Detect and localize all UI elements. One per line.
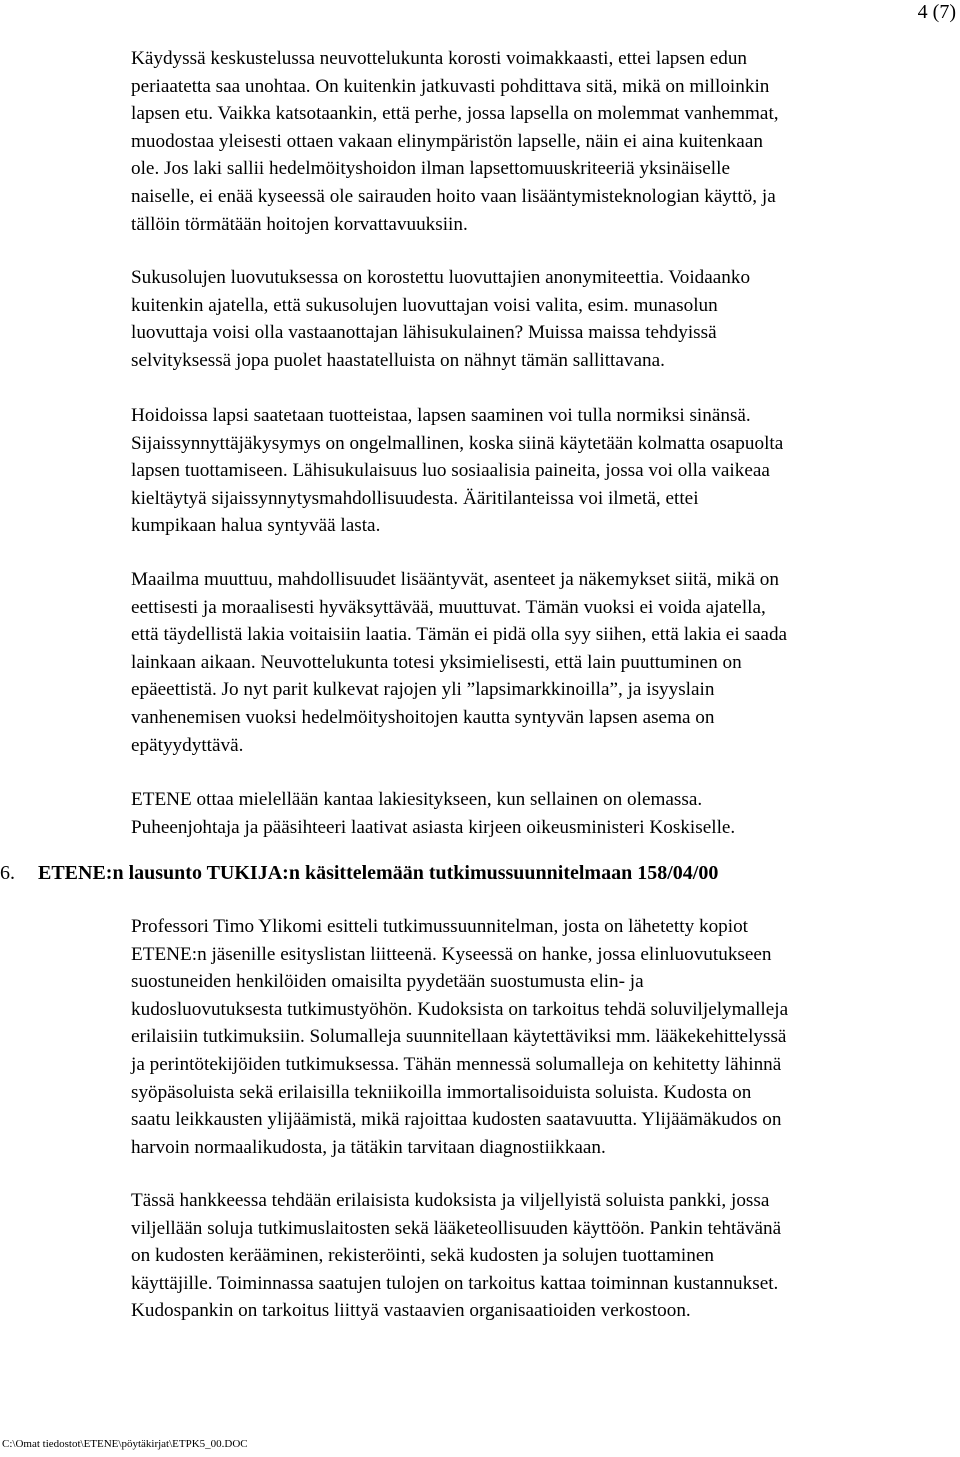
paragraph-research-plan: Professori Timo Ylikomi esitteli tutkimussuunnitelman, josta on lähetetty kopiot ETENE:n jäsenille esityslistan liitteenä. Kyseessä on hanke, jossa elinluovutukseen suostuneiden henkilöiden omaisilta pyydetään suostumusta elin- ja kudosluovutuksesta tutkimustyöhön. Kudoksista on tarkoitus tehdä soluviljelymalleja erilaisiin tutkimuksiin. Solumalleja suunnitellaan käytettäviksi mm. lääkekehittelyssä ja perintötekijöiden tutkimuksessa. Tähän mennessä solumalleja on kehitetty lähinnä syöpäsoluista sekä erilaisilla tekniikoilla immortalisoiduista soluista. Kudosta on saatu leikkausten ylijäämistä, mikä rajoittaa kudosten saatavuutta. Ylijäämäkudos on harvoin normaalikudosta, ja tätäkin tarvitaan diagnostiikkaan. <box>131 916 789 1158</box>
page-number: 4 (7) <box>917 1 956 23</box>
section-number: 6. <box>0 862 15 884</box>
paragraph-surrogacy: Hoidoissa lapsi saatetaan tuotteistaa, lapsen saaminen voi tulla normiksi sinänsä. Sijaissynnyttäjäkysymys on ongelmallinen, koska siinä käytetään kolmatta osapuolta lapsen tuottamiseen. Lähisukulaisuus luo sosiaalisia paineita, jossa voi olla vaikeaa kieltäytyä sijaissynnytysmahdollisuudesta. Ääritilanteissa voi ilmetä, ettei kumpikaan halua syntyvää lasta. <box>131 405 784 537</box>
paragraph-tissue-bank: Tässä hankkeessa tehdään erilaisista kudoksista ja viljellyistä soluista pankki, jossa viljellään soluja tutkimuslaitosten sekä lääketeollisuuden käyttöön. Pankin tehtävänä on kudosten kerääminen, rekisteröinti, sekä kudosten ja solujen tuottaminen käyttäjille. Toiminnassa saatujen tulojen on tarkoitus kattaa toiminnan kustannukset. Kudospankin on tarkoitus liittyä vastaavien organisaatioiden verkostoon. <box>131 1190 782 1322</box>
paragraph-donor-anonymity: Sukusolujen luovutuksessa on korostettu luovuttajien anonymiteettia. Voidaanko kuitenkin ajatella, että sukusolujen luovuttajan voisi valita, esim. munasolun luovuttaja voisi olla vastaanottajan lähisukulainen? Muissa maissa tehdyissä selvityksessä jopa puolet haastatelluista on nähnyt tämän sallittavana. <box>131 267 751 371</box>
paragraph-child-welfare: Käydyssä keskustelussa neuvottelukunta korosti voimakkaasti, ettei lapsen edun periaatetta saa unohtaa. On kuitenkin jatkuvasti pohdittava sitä, mikä on milloinkin lapsen etu. Vaikka katsotaankin, että perhe, jossa lapsella on molemmat vanhemmat, muodostaa yleisesti ottaen vakaan elinympäristön lapselle, näin ei aina kuitenkaan ole. Jos laki sallii hedelmöityshoidon ilman lapsettomuuskriteeriä yksinäiselle naiselle, ei enää kyseessä ole sairauden hoito vaan lisääntymisteknologian käyttö, ja tällöin törmätään hoitojen korvattavuuksiin. <box>131 48 779 235</box>
section-title: ETENE:n lausunto TUKIJA:n käsittelemään tutkimussuunnitelmaan 158/04/00 <box>38 862 719 884</box>
paragraph-changing-world: Maailma muuttuu, mahdollisuudet lisääntyvät, asenteet ja näkemykset siitä, mikä on eettisesti ja moraalisesti hyväksyttävää, muuttuvat. Tämän vuoksi ei voida ajatella, että täydellistä lakia voitaisiin laatia. Tämän ei pidä olla syy siihen, että lakia ei saada lainkaan aikaan. Neuvottelukunta totesi yksimielisesti, että lain puuttuminen on epäeettistä. Jo nyt parit kulkevat rajojen yli ”lapsimarkkinoilla”, ja isyyslain vanhenemisen vuoksi hedelmöityshoitojen kautta syntyvän lapsen asema on epätyydyttävä. <box>131 569 788 756</box>
paragraph-etene-position: ETENE ottaa mielellään kantaa lakiesitykseen, kun sellainen on olemassa. Puheenjohtaja ja pääsihteeri laativat asiasta kirjeen oikeusministeri Koskiselle. <box>131 789 736 838</box>
footer-file-path: C:\Omat tiedostot\ETENE\pöytäkirjat\ETPK5_00.DOC <box>2 1438 248 1450</box>
